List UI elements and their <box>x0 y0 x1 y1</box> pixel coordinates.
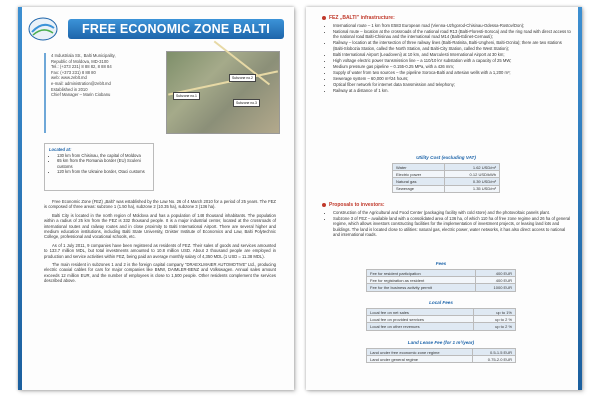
bullet-icon <box>322 16 326 20</box>
infrastructure-list <box>326 23 572 95</box>
map-label: Subzone no.1 <box>173 92 200 100</box>
fees-table-title: Fees <box>435 261 447 266</box>
paragraph: Balti City is located in the north region of Moldova and has a population of 148 thousand inhabitants. The population within a radius of 25 km from the FEZ is 332 thousand people. It is a major industrial center, located at the crossroads of international routes and railway routes and in close proximity to Balti International Airport. There are several higher and medium education institutions, including Balti State University, Dnister Institute of Economics and Law, Balti Polytechnic College, professional and vocational schools, etc. <box>44 212 276 240</box>
table-cell: Natural gas <box>393 178 445 185</box>
list-item: • National route – location at the crossroads of the national road R13 (Balti-Floresti-Soroca) and the ring road with direct access to the national road Balti-Chisinau and the international road M14 (Balti-Edinet-Cernauti); <box>333 29 572 40</box>
table-row <box>393 178 500 185</box>
table-cell: 400 EUR <box>475 270 515 277</box>
table-cell: Fee for registration as resident <box>367 277 476 284</box>
table-cell: 0.39 USD/m³ <box>445 178 500 185</box>
body-text <box>44 199 276 287</box>
contact-line: Established in 2010 <box>51 86 88 92</box>
table-cell: up to 1% <box>474 309 516 316</box>
contact-line: web: www.zeblt.md <box>51 75 87 81</box>
table-cell: Local fee on provided services <box>367 316 474 323</box>
brochure-left-page <box>18 7 294 390</box>
paragraph: As of 1 July 2011, 9 companies have been registered as residents of FEZ. Their sales of goods and services amounted to 133.7 million MDL, but total investments amounted to 10.8 million USD. About 2 thousand people are employed in production and service activities within FEZ, being paid an average monthly salary of 4,350 MDL (1 USD = 11.38 MDL). <box>44 242 276 259</box>
table-cell: Local fee on other revenues <box>367 323 474 330</box>
table-row <box>393 171 500 178</box>
zone-logo-icon <box>28 16 58 42</box>
table-cell: Electric power <box>393 171 445 178</box>
table-row <box>367 309 516 316</box>
bullet-icon <box>322 203 326 207</box>
table-row <box>393 185 500 192</box>
table-row <box>367 277 516 284</box>
contact-line: Chief Manager – Marin Ciobanu <box>51 92 111 98</box>
list-item: • Subzone 3 of FEZ – available land with a consolidated area of 136 ha, of which 110 ha of free zone regime and 26 ha of general regime, which allows investors constructing facilities for the implementation of investment projects, or leasing land lots and buildings. The land is located close to utilities: natural gas, electric power, water networks, it has also direct access to national and international roads. <box>333 216 572 237</box>
location-title: Located at: <box>49 147 72 152</box>
list-item: • Supply of water from two sources – the pipeline Soroca-Balti and artesian wells with a 1,200 m³; <box>333 70 572 75</box>
contact-line: Tel.: (+373 231) 8 88 82, 8 88 84 <box>51 64 112 70</box>
table-row <box>367 270 516 277</box>
list-item: • Balti International Airport (Leadoveni) at 10 km, and Marculesti International Airport at 30 km; <box>333 52 572 57</box>
paragraph: Free Economic Zone (FEZ) „Balti” was established by the Law No. 26 of 4 March 2010 for a period of 25 years. The FEZ is composed of three areas: subzone 1 (1.50 ha), subzone 2 (10.35 ha), subzone 3 (136 ha). <box>44 199 276 210</box>
contact-line: Republic of Moldova, MD-3100 <box>51 58 109 64</box>
location-item: • 120 km from the Ukraine border, Otaci customs <box>57 169 149 175</box>
utility-table-title: Utility Cost (excluding VAT) <box>416 155 476 160</box>
table-cell: Fee for resident participation <box>367 270 476 277</box>
local-fees-table-title: Local Fees <box>429 300 453 305</box>
contact-line: 4 Industriala Str., Balti Municipality, <box>51 53 116 58</box>
table-cell: 1000 EUR <box>475 284 515 291</box>
proposals-list <box>326 210 572 238</box>
local-fees-table <box>366 308 516 331</box>
location-item: • 130 km from Chisinau, the capital of Moldova <box>57 153 149 159</box>
table-cell: Water <box>393 164 445 171</box>
contact-block <box>44 53 161 133</box>
table-cell: Local fee on net sales <box>367 309 474 316</box>
land-lease-table-title: Land Lease Fee (for 1 m²/year) <box>407 340 475 345</box>
list-item: • International route – 1 km from E583 European road (Vienna-Uzhgorod-Chisinau-Odessa-Rostov/Don); <box>333 23 572 28</box>
list-item: • Medium pressure gas pipeline – 0.155-0.25 MPa, with a 426 mm; <box>333 64 572 69</box>
section-title-infrastructure: FEZ „BALTI” infrastructure: <box>322 15 395 21</box>
location-box <box>44 143 154 191</box>
table-row <box>367 284 516 291</box>
page-edge-stripe <box>578 7 582 390</box>
table-cell: 0.5-1.5 EUR <box>472 349 515 356</box>
map-label: Subzone no.3 <box>233 99 260 107</box>
table-cell: up to 2 % <box>474 323 516 330</box>
table-cell: Land under general regime <box>367 356 473 363</box>
list-item: • Sewerage system – 60,000 m³/24 hours; <box>333 76 572 81</box>
table-cell: up to 2 % <box>474 316 516 323</box>
utility-cost-table <box>392 163 500 193</box>
satellite-map-image <box>166 51 280 134</box>
location-item: • 65 km from the Romania border (EU) Sculeni customs <box>57 158 149 169</box>
list-item: • Construction of the Agricultural and Food Center (packaging facility with cold store) and the photovoltaic panels plant. <box>333 210 572 215</box>
table-row <box>367 349 516 356</box>
table-cell: 400 EUR <box>475 277 515 284</box>
table-cell: 1.35 USD/m³ <box>445 185 500 192</box>
table-cell: Fee for the business activity permit <box>367 284 476 291</box>
page-header <box>28 16 284 42</box>
list-item: • Railway at a distance of 1 km. <box>333 88 572 93</box>
table-row <box>367 356 516 363</box>
list-item: • High voltage electric power transmission line – a 110/10 kV substation with a capacity of 25 MW; <box>333 58 572 63</box>
table-cell: Sewerage <box>393 185 445 192</box>
list-item: • Railway – location at the intersection of three railway lines (Balti-Ratinita, Balti-Ungheni, Balti-Ocnita); there are two stations (Balti-Slobozia Station, called the North Station, and Balti-City Station, called the West Station); <box>333 40 572 51</box>
paragraph: The main resident in subzones 1 and 2 is the foreign capital company “DRAEXLMAIER AUTOMOTIVE” Ltd., producing electric coaxial cables for cars for major companies like BMW, DAIMLER-BENZ and Volkswagen. Annual sales amount exceeds 12 million EUR, and the number of employees is close to 1,500 people. Other residents complement the services described above. <box>44 262 276 284</box>
map-label: Subzone no.2 <box>229 74 256 82</box>
contact-line: e-mail: administration@zeblt.md <box>51 80 111 86</box>
table-cell: 1.62 USD/m³ <box>445 164 500 171</box>
table-row <box>367 323 516 330</box>
page-edge-stripe <box>18 7 22 390</box>
table-row <box>393 164 500 171</box>
land-lease-table <box>366 348 516 363</box>
brochure-right-page <box>306 7 582 390</box>
list-item: • Optical fiber network for internet data transmission and telephony; <box>333 82 572 87</box>
table-cell: 0.12 USD/kWh <box>445 171 500 178</box>
table-row <box>367 316 516 323</box>
fees-table <box>366 269 516 292</box>
contact-line: Fax: (+373 231) 8 88 80 <box>51 69 96 75</box>
section-title-proposals: Proposals to investors: <box>322 202 385 208</box>
table-cell: Land under free economic zone regime <box>367 349 473 356</box>
table-cell: 0.75-2.0 EUR <box>472 356 515 363</box>
page-title: FREE ECONOMIC ZONE BALTI <box>68 19 284 39</box>
